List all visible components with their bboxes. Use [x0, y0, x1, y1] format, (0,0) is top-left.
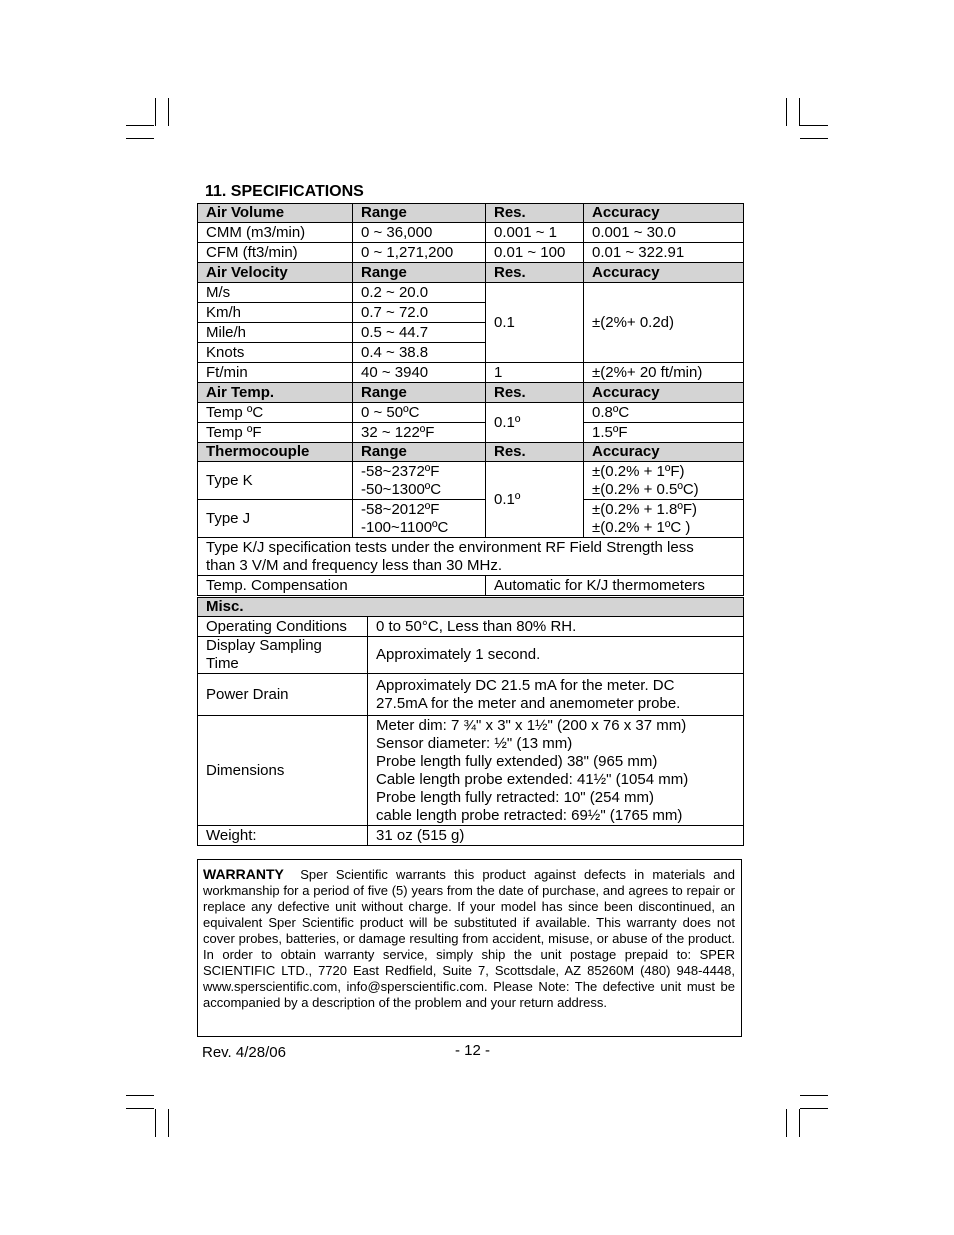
table-row	[198, 462, 744, 500]
table-row	[198, 243, 744, 263]
table-cell: Mile/h	[198, 323, 353, 343]
table-cell: 0 to 50°C, Less than 80% RH.	[368, 617, 744, 637]
table-cell: 1.5ºF	[584, 423, 744, 443]
note-line: than 3 V/M and frequency less than 30 MHz.	[206, 556, 502, 574]
dimension-line: Sensor diameter: ½" (13 mm)	[376, 734, 573, 752]
table-row	[198, 500, 744, 538]
table-row	[198, 403, 744, 423]
value-line: 27.5mA for the meter and anemometer probe.	[376, 694, 681, 712]
dimension-line: Probe length fully retracted: 10" (254 mm)	[376, 788, 654, 806]
crop-mark	[800, 1108, 828, 1109]
crop-mark	[126, 1108, 154, 1109]
crop-mark	[800, 138, 828, 139]
table-cell: 0.1	[486, 283, 584, 363]
table-row	[198, 617, 744, 637]
table-cell: Temp ºF	[198, 423, 353, 443]
table-cell: Ft/min	[198, 363, 353, 383]
table-cell: 0.2 ~ 20.0	[353, 283, 486, 303]
table-header-cell: Accuracy	[584, 383, 744, 403]
misc-table	[197, 597, 744, 846]
table-cell: 0.1º	[486, 403, 584, 443]
crop-mark	[126, 1095, 154, 1096]
table-cell: 0.001 ~ 30.0	[584, 223, 744, 243]
table-header-cell: Res.	[486, 204, 584, 223]
table-cell: 0.1º	[486, 462, 584, 538]
table-cell: 32 ~ 122ºF	[353, 423, 486, 443]
crop-mark	[126, 138, 154, 139]
accuracy-line: ±(0.2% + 1ºF)	[592, 462, 685, 480]
table-cell: Type K	[198, 462, 353, 500]
specifications-table	[197, 203, 744, 596]
accuracy-line: ±(0.2% + 0.5ºC)	[592, 480, 699, 498]
table-row	[198, 576, 744, 596]
table-cell: 0.4 ~ 38.8	[353, 343, 486, 363]
revision-date: Rev. 4/28/06	[202, 1044, 286, 1061]
table-cell: M/s	[198, 283, 353, 303]
table-cell: Automatic for K/J thermometers	[486, 576, 744, 596]
table-header-cell: Accuracy	[584, 443, 744, 462]
table-header-cell: Range	[353, 443, 486, 462]
table-row	[198, 538, 744, 576]
crop-mark	[799, 1109, 800, 1137]
table-cell: 0.7 ~ 72.0	[353, 303, 486, 323]
warranty-text: Sper Scientific warrants this product against defects in materials and workmanship for a period of five (5) years from the date of purchase, and agrees to repair or replace any defective unit without charge. If your model has since been discontinued, an equivalent Sper Scientific product will be substituted if available. This warranty does not cover probes, batteries, or damage resulting from accident, misuse, or abuse of the product. In order to obtain warranty service, simply ship the unit postage prepaid to: SPER SCIENTIFIC LTD., 7720 East Redfield, Suite 7, Scottsdale, AZ 85260M (480) 948-4448, www.sperscientific.com, info@sperscientific.com. Please Note: The defective unit must be accompanied by a description of the problem and your return address.	[203, 867, 735, 1010]
table-header-cell: Range	[353, 263, 486, 283]
crop-mark	[155, 1109, 156, 1137]
table-cell: Power Drain	[198, 674, 368, 716]
table-row	[198, 716, 744, 826]
table-cell	[368, 674, 744, 716]
dimension-line: cable length probe retracted: 69½" (1765 mm)	[376, 806, 683, 824]
dimension-line: Cable length probe extended: 41½" (1054 mm)	[376, 770, 689, 788]
table-header-cell: Res.	[486, 383, 584, 403]
table-cell: 0 ~ 36,000	[353, 223, 486, 243]
table-header-cell: Air Volume	[198, 204, 353, 223]
table-cell: Type J	[198, 500, 353, 538]
table-row	[198, 283, 744, 303]
range-line: -100~1100ºC	[361, 518, 449, 536]
crop-mark	[168, 98, 169, 126]
crop-mark	[800, 1095, 828, 1096]
range-line: -58~2372ºF	[361, 462, 440, 480]
table-cell: Knots	[198, 343, 353, 363]
crop-mark	[126, 125, 154, 126]
table-cell: 0 ~ 1,271,200	[353, 243, 486, 263]
accuracy-line: ±(0.2% + 1ºC )	[592, 518, 691, 536]
table-header-cell: Air Temp.	[198, 383, 353, 403]
value-line: Approximately DC 21.5 mA for the meter. DC	[376, 676, 675, 694]
table-header-cell: Range	[353, 383, 486, 403]
table-row	[198, 674, 744, 716]
table-cell: Km/h	[198, 303, 353, 323]
crop-mark	[799, 98, 800, 126]
table-header-cell: Res.	[486, 263, 584, 283]
table-cell	[198, 637, 368, 674]
table-header-cell: Res.	[486, 443, 584, 462]
table-cell: 0.8ºC	[584, 403, 744, 423]
table-header-cell: Air Velocity	[198, 263, 353, 283]
table-header-cell: Accuracy	[584, 204, 744, 223]
range-line: -58~2012ºF	[361, 500, 440, 518]
dimension-line: Meter dim: 7 ¾" x 3" x 1½" (200 x 76 x 37 mm)	[376, 716, 687, 734]
table-cell: 0.001 ~ 1	[486, 223, 584, 243]
label-line: Time	[206, 655, 239, 672]
table-cell: CFM (ft3/min)	[198, 243, 353, 263]
note-line: Type K/J specification tests under the environment RF Field Strength less	[206, 538, 694, 556]
accuracy-line: ±(0.2% + 1.8ºF)	[592, 500, 697, 518]
table-header-cell: Thermocouple	[198, 443, 353, 462]
crop-mark	[155, 98, 156, 126]
air-temp-header-row	[198, 383, 744, 403]
table-header-cell: Misc.	[198, 598, 744, 617]
table-cell	[353, 462, 486, 500]
label-line: Display Sampling	[206, 637, 322, 654]
table-cell: 0.01 ~ 100	[486, 243, 584, 263]
table-cell: Approximately 1 second.	[368, 637, 744, 674]
table-row	[198, 423, 744, 443]
table-cell: ±(2%+ 0.2d)	[584, 283, 744, 363]
table-cell: 40 ~ 3940	[353, 363, 486, 383]
table-row	[198, 363, 744, 383]
table-cell: 1	[486, 363, 584, 383]
table-cell: Temp ºC	[198, 403, 353, 423]
thermocouple-header-row	[198, 443, 744, 462]
table-cell: Temp. Compensation	[198, 576, 486, 596]
range-line: -50~1300ºC	[361, 480, 442, 498]
table-cell: CMM (m3/min)	[198, 223, 353, 243]
crop-mark	[168, 1109, 169, 1137]
table-cell: 31 oz (515 g)	[368, 826, 744, 846]
specification-note	[198, 538, 744, 576]
table-cell: Dimensions	[198, 716, 368, 826]
section-title: 11. SPECIFICATIONS	[205, 183, 364, 200]
table-cell: 0.5 ~ 44.7	[353, 323, 486, 343]
table-row	[198, 223, 744, 243]
table-cell	[584, 500, 744, 538]
crop-mark	[786, 98, 787, 126]
table-cell	[368, 716, 744, 826]
table-cell: 0 ~ 50ºC	[353, 403, 486, 423]
table-row	[198, 637, 744, 674]
table-cell: Operating Conditions	[198, 617, 368, 637]
warranty-heading: WARRANTY	[203, 866, 284, 882]
table-cell	[584, 462, 744, 500]
table-header-cell: Range	[353, 204, 486, 223]
table-cell: ±(2%+ 20 ft/min)	[584, 363, 744, 383]
misc-header-row	[198, 598, 744, 617]
table-cell: 0.01 ~ 322.91	[584, 243, 744, 263]
air-volume-header-row	[198, 204, 744, 223]
crop-mark	[800, 125, 828, 126]
table-cell	[353, 500, 486, 538]
warranty-box	[197, 859, 742, 1037]
table-row	[198, 826, 744, 846]
table-cell: Weight:	[198, 826, 368, 846]
page-number: - 12 -	[455, 1042, 491, 1059]
dimension-line: Probe length fully extended) 38" (965 mm)	[376, 752, 658, 770]
air-velocity-header-row	[198, 263, 744, 283]
table-header-cell: Accuracy	[584, 263, 744, 283]
crop-mark	[786, 1109, 787, 1137]
